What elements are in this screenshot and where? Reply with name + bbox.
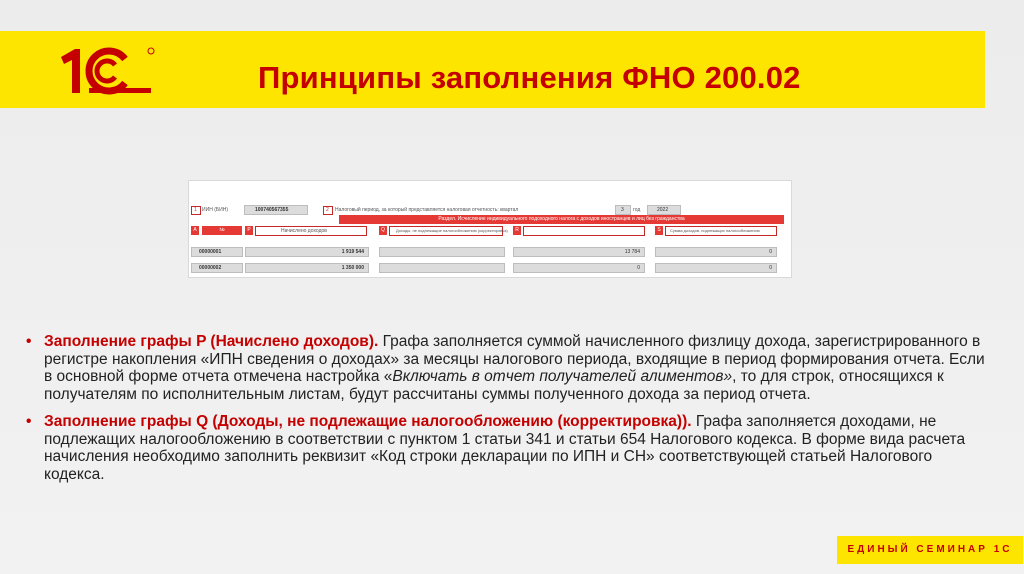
bullet-heading: Заполнение графы Q (Доходы, не подлежащие налогообложению (корректировка)). [44,413,692,430]
col-s-header [665,226,777,236]
row-number: 00000001 [199,249,222,255]
col-s-letter: S [655,226,663,235]
page-title: Принципы заполнения ФНО 200.02 [258,60,801,95]
quarter-value: 3 [621,207,624,213]
declaration-form-image [188,180,792,278]
field-number: 1 [194,207,197,213]
row-p-cell [245,263,369,273]
field-number-box [191,206,201,215]
field-number: 2 [326,207,329,213]
col-r-letter: R [513,226,521,235]
row-r-cell [513,263,645,273]
bullet-item [26,413,986,483]
row-p-cell [245,247,369,257]
row-r-value: 13 784 [624,249,640,255]
row-r-cell [513,247,645,257]
section-title-bar: Раздел. Исчисление индивидуального подоходного налога с доходов иностранцев и лиц без гражданства [339,215,784,224]
year-field [647,205,681,215]
row-s-cell [655,247,777,257]
bullet-text: Графа заполняется доходами, не подлежащих налогообложению в соответствии с пунктом 1 статьи 341 и статьи 654 Налогового кодекса. В форме вида расчета начисления необходимо заполнить реквизит «Код строки декларации по ИПН и СН» соответствующей статьей Налогового кодекса. [44,413,966,483]
row-s-cell [655,263,777,273]
col-q-letter: Q [379,226,387,235]
col-p-header [255,226,367,236]
col-p-letter: Р [245,226,253,235]
col-r-header [523,226,645,236]
col-s-label: Сумма доходов, подлежащих налогообложению [670,228,760,233]
bullet-italic-text: Включать в отчет получателей алиментов» [392,368,733,385]
period-label: Налоговый период, за который представляется налоговая отчетность: квартал [335,207,519,213]
row-number: 00000002 [199,265,222,271]
bullet-item [26,333,986,403]
row-q-cell [379,247,505,257]
row-p-value: 1 350 000 [341,265,364,271]
seminar-badge: ЕДИНЫЙ СЕМИНАР 1С [837,536,1023,564]
col-a-letter: А [191,226,199,235]
row-r-value: 0 [637,265,640,271]
row-s-value: 0 [769,265,772,271]
col-p-label: Начислено доходов [281,228,327,234]
bullet-text: Графа заполняется суммой начисленного физлицу дохода, зарегистрированного в регистре накопления «ИПН сведения о доходах» за месяцы налогового периода, входящие в период формирования отчета. Если в основной форме отчета отмечена настройка « [44,333,985,385]
row-s-value: 0 [769,249,772,255]
iin-label: ИИН (БИН) [202,207,229,213]
bullet-list [26,333,986,483]
1c-logo [55,45,157,97]
bullet-marker: • [26,413,32,430]
row-q-cell [379,263,505,273]
col-a-label: № [202,226,242,235]
field-number-box [323,206,333,215]
bullet-text: , то для строк, относящихся к получателям по исполнительным листам, будут рассчитаны суммы полученного дохода за период отчета. [44,368,944,403]
year-value: 2022 [657,207,669,213]
iin-field [244,205,308,215]
iin-value: 100740567355 [255,207,289,213]
bullet-marker: • [26,333,32,350]
year-label: год [633,207,641,213]
col-q-label: Доходы, не подлежащие налогообложению (корректировка) [396,228,508,233]
col-q-header [389,226,508,236]
row-number-cell [191,263,243,273]
row-number-cell [191,247,243,257]
bullet-heading: Заполнение графы P (Начислено доходов). [44,333,379,350]
row-p-value: 1 919 544 [341,249,364,255]
quarter-field [615,205,631,215]
